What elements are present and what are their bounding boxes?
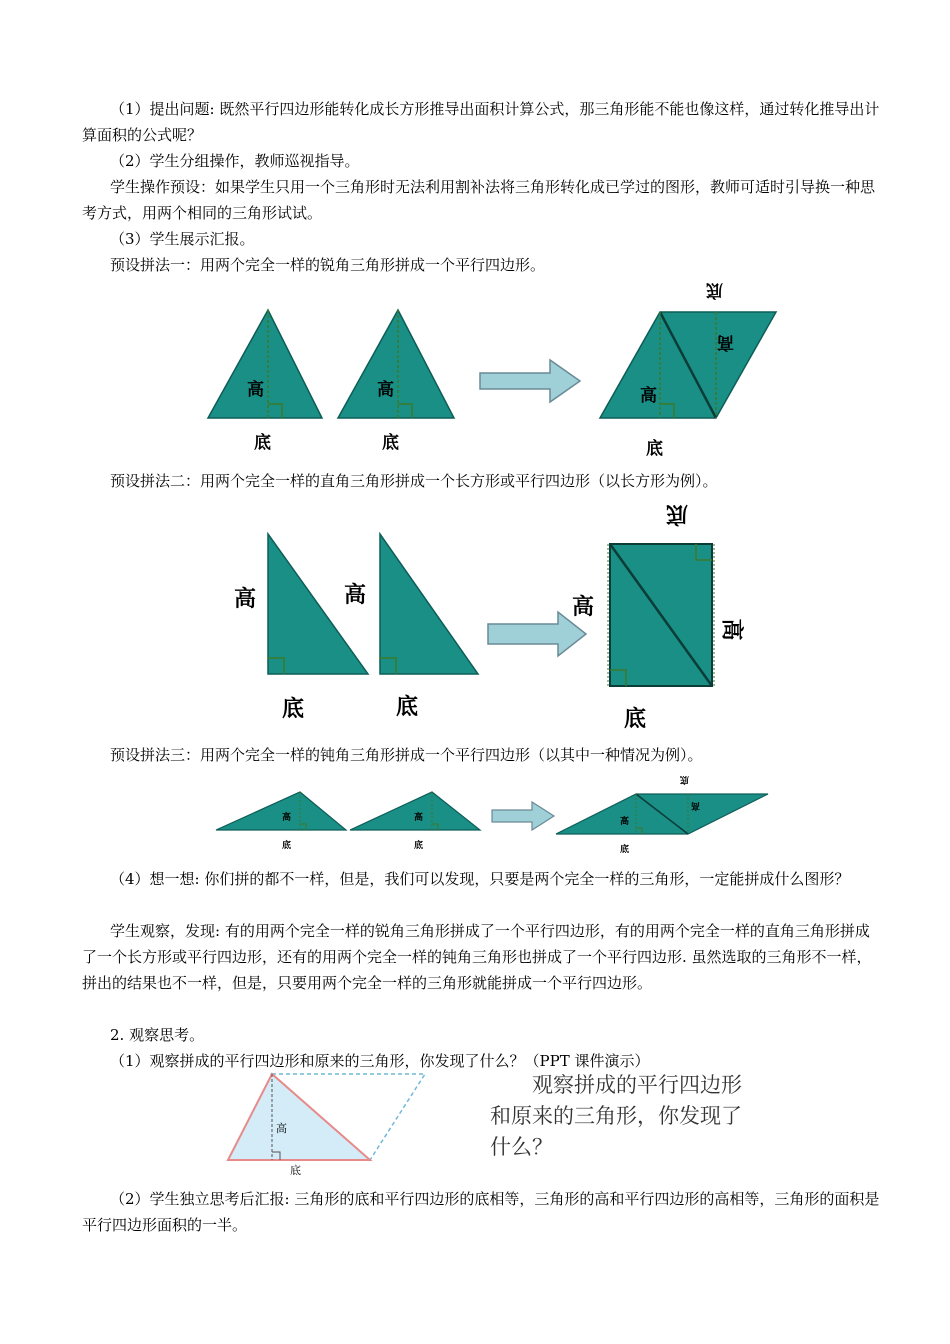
paragraph-method-2: 预设拼法二：用两个完全一样的直角三角形拼成一个长方形或平行四边形（以长方形为例）。 <box>110 472 718 490</box>
label-height-2: 高 <box>377 380 394 400</box>
paragraph-report: （3）学生展示汇报。 <box>110 230 255 248</box>
paragraph-method-3: 预设拼法三：用两个完全一样的钝角三角形拼成一个平行四边形（以其中一种情况为例）。 <box>110 746 703 764</box>
label-height-parallelogram: 高 <box>640 386 657 406</box>
figure-right-triangles <box>220 496 770 736</box>
label-base-obtuse-2: 底 <box>414 841 424 851</box>
label-height-right-2: 高 <box>344 583 367 608</box>
paragraph-presupposition: 学生操作预设：如果学生只用一个三角形时无法利用割补法将三角形转化成已学过的图形，教师可适时引导换一种思考方式，用两个相同的三角形试试。 <box>82 178 876 222</box>
label-base-ppt: 底 <box>290 1164 301 1177</box>
paragraph-observation: 学生观察，发现: 有的用两个完全一样的锐角三角形拼成了一个平行四边形，有的用两个完全一样的直角三角形拼成了一个长方形或平行四边形，还有的用两个完全一样的钝角三角形也拼成了一个平行四边形. 虽然选取的三角形不一样，拼出的结果也不一样，但是，只要用两个完全一样的三角形就能拼成一个平行四边形。 <box>82 922 872 992</box>
ppt-caption-line-3: 什么？ <box>490 1135 553 1159</box>
label-height-obtuse-1: 高 <box>282 813 292 823</box>
label-height-rectangle: 高 <box>572 595 595 620</box>
figure-obtuse-svg <box>210 772 780 862</box>
label-base-obtuse-1: 底 <box>282 841 292 851</box>
figure-obtuse-triangles <box>210 772 780 862</box>
paragraph-method-1: 预设拼法一：用两个完全一样的锐角三角形拼成一个平行四边形。 <box>110 256 546 274</box>
label-base-right-2: 底 <box>396 695 419 720</box>
label-base-rectangle-inverted: 底 <box>666 501 689 526</box>
label-base-parallelogram-inverted: 底 <box>706 280 723 300</box>
figure-acute-svg <box>200 278 800 463</box>
label-base-rectangle: 底 <box>624 707 647 732</box>
paragraph-conclusion: （2）学生独立思考后汇报: 三角形的底和平行四边形的底相等，三角形的高和平行四边形的高相等，三角形的面积是平行四边形面积的一半。 <box>82 1190 880 1234</box>
ppt-caption-line-1: 观察拼成的平行四边形 <box>532 1073 742 1097</box>
figure-ppt-slide <box>220 1066 800 1181</box>
figure-ppt-svg <box>220 1066 460 1181</box>
label-base-2: 底 <box>382 433 399 453</box>
label-height-obtuse-parallelogram-inverted: 高 <box>691 800 701 810</box>
paragraph-group-work: （2）学生分组操作，教师巡视指导。 <box>110 152 360 170</box>
label-height-obtuse-2: 高 <box>414 813 424 823</box>
paragraph-question: （1）提出问题: 既然平行四边形能转化成长方形推导出面积计算公式，那三角形能不能也像这样，通过转化推导出计算面积的公式呢？ <box>82 100 880 144</box>
label-base-1: 底 <box>254 433 271 453</box>
ppt-caption <box>490 1070 800 1163</box>
figure-acute-triangles <box>200 278 800 463</box>
paragraph-think: （4）想一想: 你们拼的都不一样，但是，我们可以发现，只要是两个完全一样的三角形，一定能拼成什么图形？ <box>110 870 850 888</box>
label-height-1: 高 <box>247 380 264 400</box>
label-height-parallelogram-inverted: 高 <box>717 332 734 352</box>
paragraph-observe-think: 2. 观察思考。 <box>110 1026 205 1044</box>
label-base-parallelogram: 底 <box>646 439 663 459</box>
label-height-obtuse-parallelogram: 高 <box>620 817 630 827</box>
label-height-ppt: 高 <box>276 1122 287 1135</box>
paragraph-ppt-demo: （1）观察拼成的平行四边形和原来的三角形，你发现了什么？（PPT 课件演示） <box>110 1052 650 1070</box>
label-base-obtuse-parallelogram: 底 <box>620 845 630 855</box>
label-height-right-1: 高 <box>234 587 257 612</box>
label-height-rectangle-rotated: 高 <box>718 618 744 641</box>
ppt-caption-line-2: 和原来的三角形，你发现了 <box>490 1104 742 1128</box>
label-base-right-1: 底 <box>282 697 305 722</box>
label-base-obtuse-parallelogram-inverted: 底 <box>680 774 690 784</box>
